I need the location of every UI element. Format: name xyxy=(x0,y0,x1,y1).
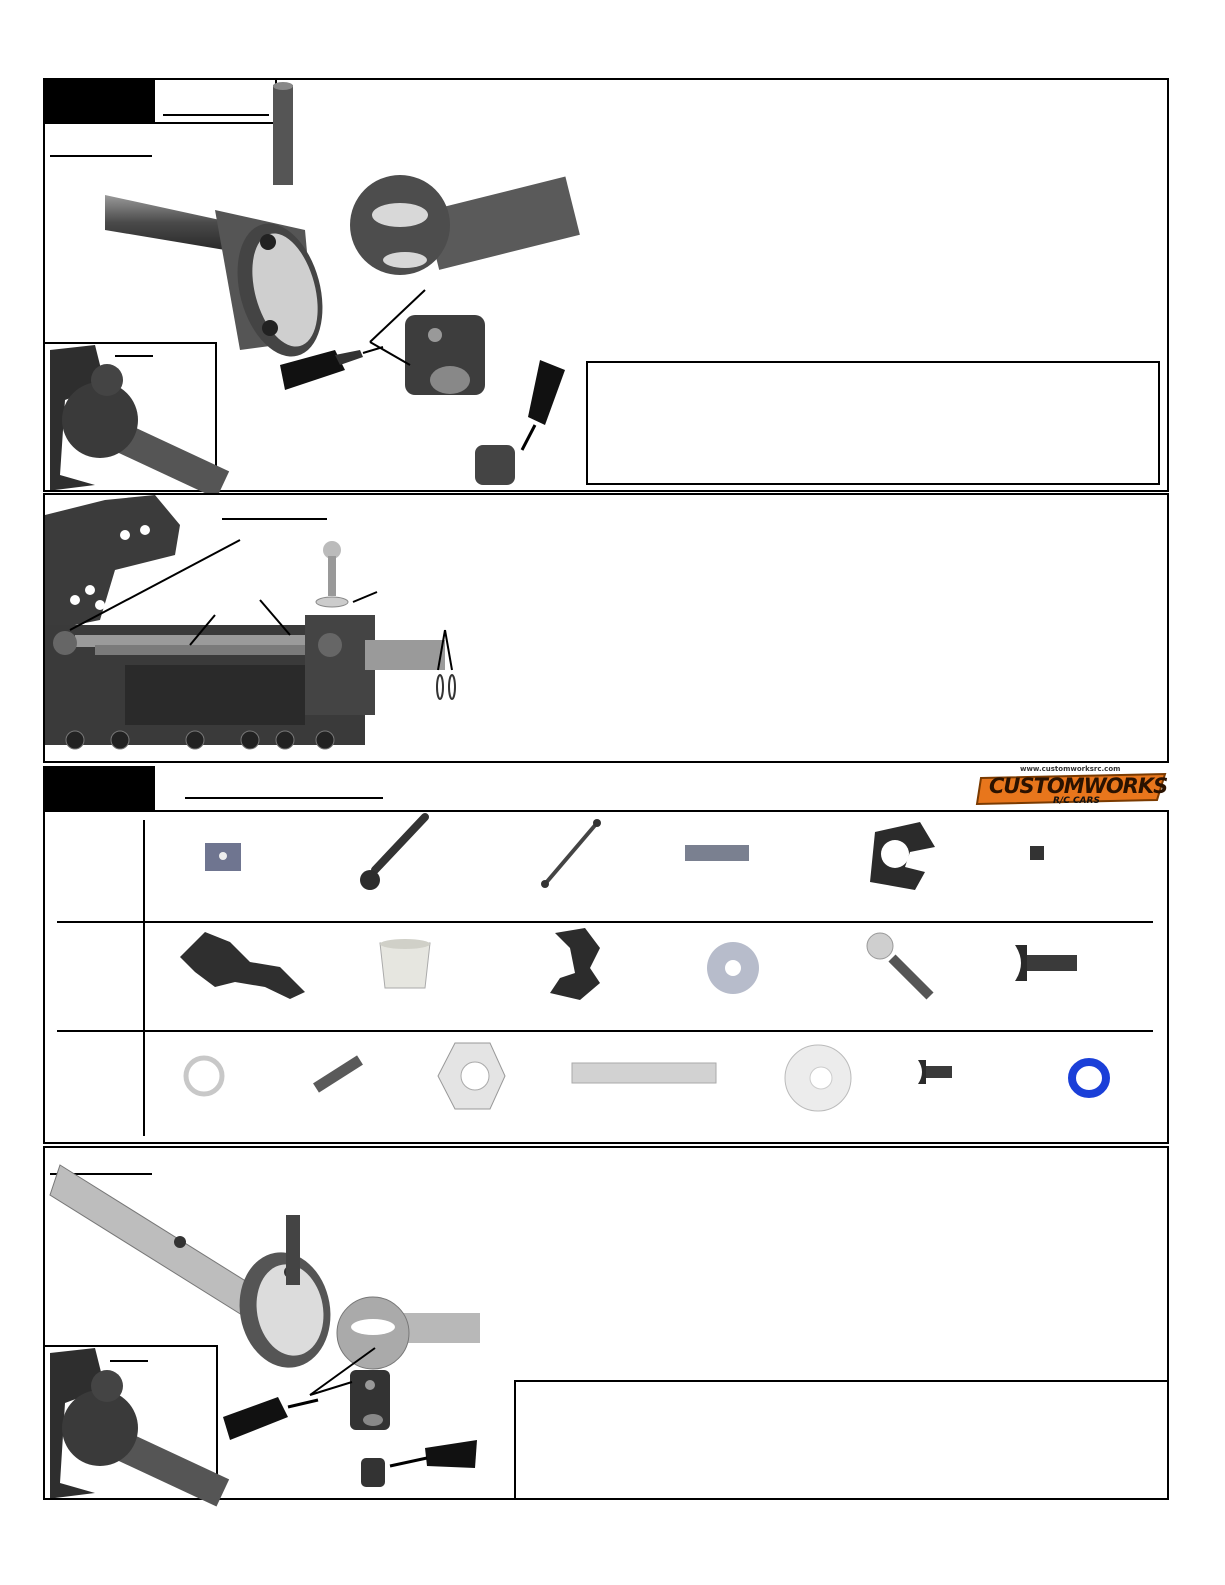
customworks-logo xyxy=(975,765,1170,810)
title-underline-1 xyxy=(163,114,269,116)
step-title-box-1 xyxy=(153,78,277,124)
parts-grid-divider xyxy=(143,820,145,1136)
part-washer xyxy=(705,940,761,996)
logo-brand: CUSTOMWORKS xyxy=(989,774,1168,798)
part-button-screw xyxy=(1015,945,1080,981)
part-turnbuckle xyxy=(535,818,605,890)
note-box-2 xyxy=(514,1380,1169,1500)
inset-cvd-illustration xyxy=(45,345,215,490)
note-box-1 xyxy=(586,361,1160,485)
pin-illustration xyxy=(268,80,298,190)
part-flat-washer xyxy=(783,1043,853,1113)
yoke-illustration xyxy=(345,160,575,300)
part-long-screw xyxy=(355,812,435,892)
ball-stud-illustration xyxy=(315,540,385,615)
parts-row-divider-1 xyxy=(57,921,1153,923)
step-number-box-2 xyxy=(43,766,155,812)
logo-url: www.customworksrc.com xyxy=(1020,765,1121,773)
part-set-screw xyxy=(1030,846,1044,860)
part-ball-stud xyxy=(862,928,942,1003)
e-clips-illustration xyxy=(430,625,470,705)
part-c-clip-carrier xyxy=(545,928,605,1002)
part-short-screw xyxy=(918,1060,952,1084)
step-number-box-1 xyxy=(43,78,155,124)
leader-lines-4 xyxy=(300,1340,390,1400)
parts-title-underline xyxy=(185,797,383,799)
inset-cvd-illustration-2 xyxy=(45,1348,215,1498)
part-shim-ring xyxy=(183,1055,225,1097)
threadlock-tube-right-2 xyxy=(385,1438,480,1478)
bushing-illustration-2 xyxy=(358,1455,388,1490)
part-o-ring xyxy=(1068,1058,1110,1098)
part-pin-rod xyxy=(685,845,749,861)
steering-assembly-illustration xyxy=(45,495,465,760)
part-axle-rod xyxy=(572,1063,716,1083)
part-locknut xyxy=(435,1040,507,1112)
part-cross-pin xyxy=(205,843,241,871)
leader-lines-1 xyxy=(340,280,460,370)
part-steering-knuckle xyxy=(175,927,310,1002)
threadlock-tube-right xyxy=(510,355,570,455)
part-c-hub xyxy=(865,822,937,892)
part-bushing xyxy=(375,938,435,998)
pin-illustration-2 xyxy=(283,1212,303,1287)
logo-sub: R/C CARS xyxy=(1053,796,1100,806)
part-drive-pin xyxy=(310,1055,366,1093)
parts-row-divider-2 xyxy=(57,1030,1153,1032)
